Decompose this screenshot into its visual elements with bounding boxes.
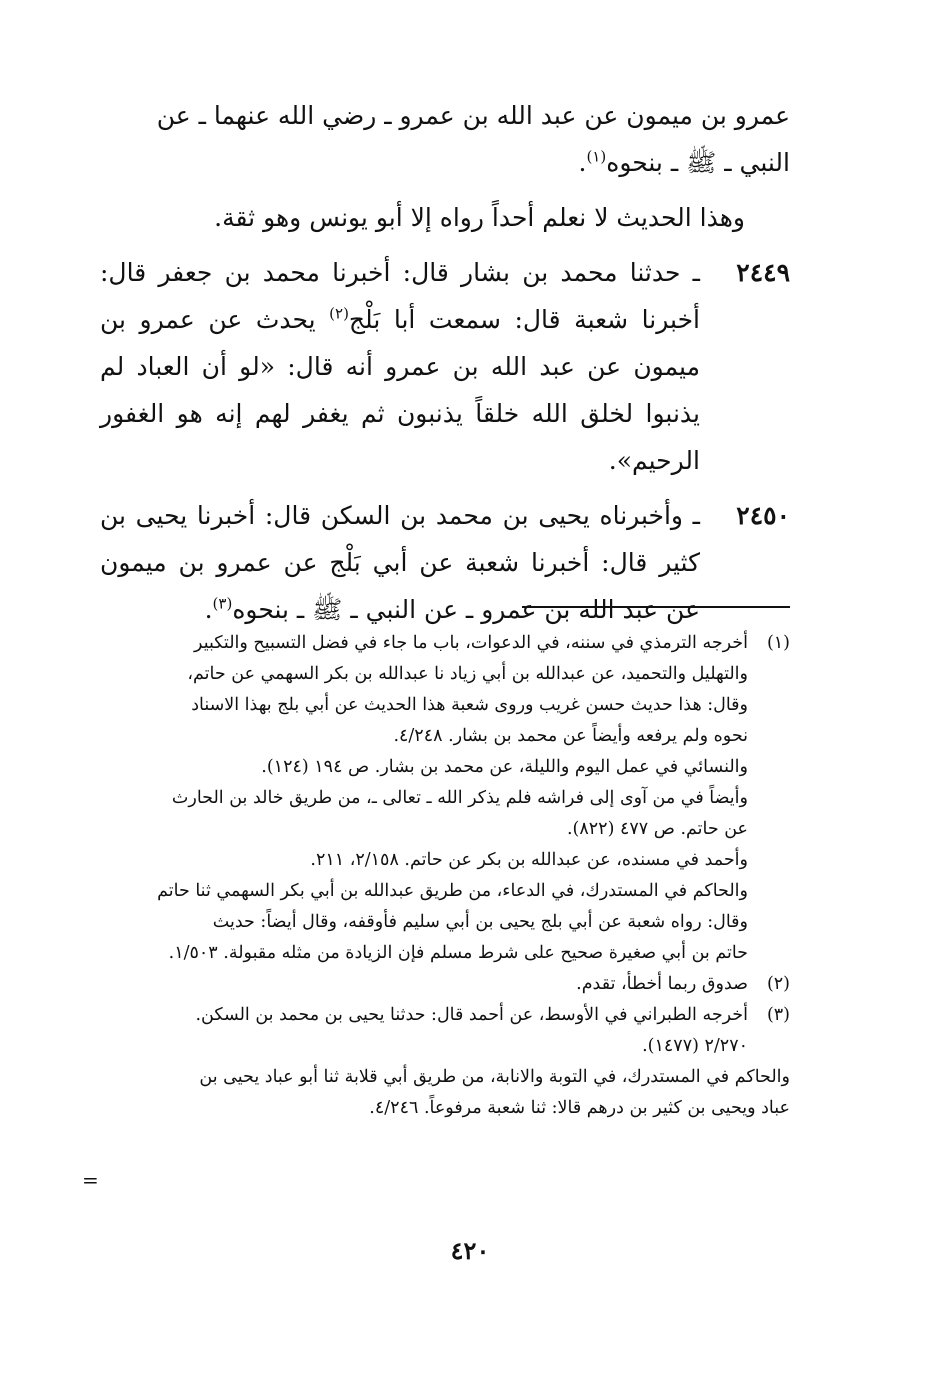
footnote-line: أخرجه الطبراني في الأوسط، عن أحمد قال: حدثنا يحيى بن محمد بن السكن.	[195, 1005, 748, 1025]
footnote-number: (١)	[766, 633, 790, 653]
continuation-mark: =	[82, 1168, 99, 1192]
footnote-3	[100, 1000, 790, 1062]
hadith-comment: وهذا الحديث لا نعلم أحداً رواه إلا أبو يونس وهو ثقة.	[214, 203, 745, 232]
page-number: ٤٢٠	[450, 1236, 490, 1265]
footnote-line: والتهليل والتحميد، عن عبدالله بن أبي زياد نا عبدالله بن بكر السهمي عن حاتم،	[187, 664, 748, 684]
footnote-ref-2[interactable]: (٢)	[329, 304, 349, 323]
footnote-ref-3[interactable]: (٣)	[212, 594, 233, 613]
footnote-number: (٢)	[766, 974, 790, 994]
footnote-line: أخرجه الترمذي في سننه، في الدعوات، باب ما جاء في فضل التسبيح والتكبير	[194, 633, 748, 653]
footnote-2	[100, 969, 790, 1000]
footnote-line: نحوه ولم يرفعه وأيضاً عن محمد بن بشار. ٤/٢٤٨.	[393, 726, 748, 746]
footnote-ref-1[interactable]: (١)	[586, 147, 607, 166]
footnote-1	[100, 628, 790, 969]
footnote-line: حاتم بن أبي صغيرة صحيح على شرط مسلم فإن الزيادة من مثله مقبولة. ١/٥٠٣.	[168, 943, 748, 963]
footnote-line: ٢/٢٧٠ (١٤٧٧).	[642, 1036, 748, 1056]
hadith-2449: ٢٤٤٩ ـ حدثنا محمد بن بشار قال: أخبرنا محمد بن جعفر قال: أخبرنا شعبة قال: سمعت أبا بَلْج$^{(٢)}$ يحدث عن عمرو بن ميمون عن عبد الله بن عمرو أنه قال: «لو أن العباد لم يذنبوا لخلق الله خلقاً يذنبون ثم يغفر لهم إنه هو الغفور الرحيم».	[100, 249, 790, 484]
footnotes	[100, 628, 790, 1124]
footnote-3-continuation	[100, 1062, 790, 1124]
hadith-number: ٢٤٥٠	[736, 501, 790, 530]
footnote-line: صدوق ربما أخطأ، تقدم.	[576, 974, 748, 994]
footnote-line: والحاكم في المستدرك، في التوبة والانابة، من طريق أبي قلابة ثنا أبو عباد يحيى بن	[199, 1067, 790, 1087]
footnote-line: والحاكم في المستدرك، في الدعاء، من طريق عبدالله بن أبي بكر السهمي ثنا حاتم	[157, 881, 748, 901]
footnote-separator	[522, 606, 790, 608]
footnote-line: وقال: رواه شعبة عن أبي بلج يحيى بن أبي سليم فأوقفه، وقال أيضاً: حديث	[212, 912, 748, 932]
footnote-line: وأحمد في مسنده، عن عبدالله بن بكر عن حاتم. ٢/١٥٨، ٢١١.	[310, 850, 748, 870]
footnote-number: (٣)	[766, 1005, 790, 1025]
hadith-number: ٢٤٤٩	[736, 258, 790, 287]
footnote-line: والنسائي في عمل اليوم والليلة، عن محمد بن بشار. ص ١٩٤ (١٢٤).	[261, 757, 748, 777]
main-text	[100, 92, 790, 633]
footnote-line: وأيضاً في من آوى إلى فراشه فلم يذكر الله ـ تعالى ـ، من طريق خالد بن الحارث	[171, 788, 748, 808]
footnote-line: عن حاتم. ص ٤٧٧ (٨٢٢).	[566, 819, 748, 839]
hadith-2450: ٢٤٥٠ ـ وأخبرناه يحيى بن محمد بن السكن قال: أخبرنا يحيى بن كثير قال: أخبرنا شعبة عن أبي بَلْج عن عمرو بن ميمون عن عبد الله بن عمرو ـ عن النبي ـ ﷺ ـ بنحوه$^{(٣)}$.	[100, 492, 790, 633]
footnote-line: عباد ويحيى بن كثير بن درهم قالا: ثنا شعبة مرفوعاً. ٤/٢٤٦.	[369, 1098, 790, 1118]
carry-over-text: عمرو بن ميمون عن عبد الله بن عمرو ـ رضي الله عنهما ـ عن النبي ـ ﷺ ـ بنحوه$^{(١)}$.	[156, 101, 790, 177]
footnote-line: وقال: هذا حديث حسن غريب وروى شعبة هذا الحديث عن أبي بلج بهذا الاسناد	[191, 695, 748, 715]
